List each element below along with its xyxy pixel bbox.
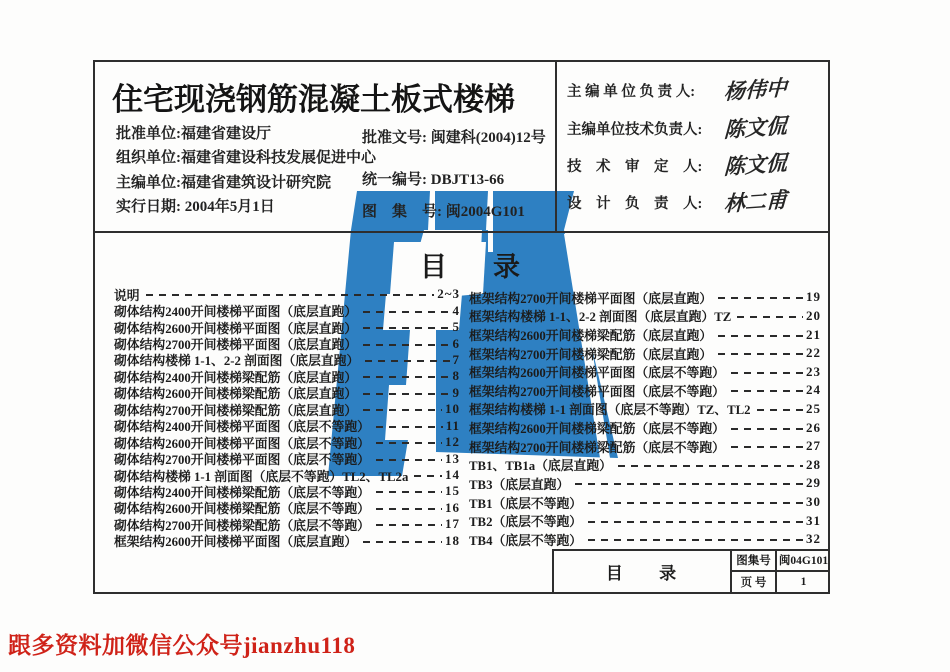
dash-leader bbox=[363, 409, 442, 411]
toc-entry bbox=[114, 516, 460, 532]
toc-entry-page: 31 bbox=[806, 512, 821, 528]
toc-heading bbox=[420, 245, 520, 284]
toc-entry bbox=[114, 418, 460, 434]
toc-entry-page: 14 bbox=[445, 467, 460, 483]
responsible-person-label: 主 编 单 位 负 责 人: bbox=[567, 84, 696, 100]
handwritten-signature: 林二甫 bbox=[723, 186, 788, 217]
responsible-person-label: 设 计 负 责 人: bbox=[567, 196, 703, 212]
toc-entry-page: 19 bbox=[806, 289, 821, 305]
page-number-value: 1 bbox=[800, 576, 807, 588]
responsible-person-label: 技 术 审 定 人: bbox=[567, 159, 703, 175]
dash-leader bbox=[146, 294, 435, 296]
dash-leader bbox=[737, 316, 803, 318]
page-number-label: 页 号 bbox=[740, 577, 767, 589]
approval-info-line: 实行日期: 2004年5月1日 bbox=[116, 199, 275, 216]
header-divider-rule bbox=[555, 60, 557, 233]
toc-entry bbox=[114, 319, 460, 335]
toc-entry-title: 框架结构2600开间楼梯平面图（底层直跑） bbox=[114, 535, 358, 550]
toc-entry-page: 18 bbox=[445, 532, 460, 548]
dash-leader bbox=[731, 372, 803, 374]
toc-entry-page: 25 bbox=[806, 400, 821, 416]
toc-entry bbox=[469, 530, 821, 549]
toc-entry-title: TB2（底层不等跑） bbox=[469, 515, 583, 530]
toc-entry bbox=[469, 455, 821, 474]
toc-entry-page: 8 bbox=[452, 368, 460, 384]
toc-entry-title: 框架结构2600开间楼梯平面图（底层不等跑） bbox=[469, 366, 725, 381]
dash-leader bbox=[718, 297, 803, 299]
toc-heading-char-1: 目 bbox=[420, 252, 447, 282]
toc-entry-page: 10 bbox=[445, 401, 460, 417]
toc-entry-title: 框架结构2700开间楼梯平面图（底层直跑） bbox=[469, 291, 713, 306]
toc-entry bbox=[114, 467, 460, 483]
approval-info-line: 主编单位:福建省建筑设计研究院 bbox=[116, 174, 331, 191]
toc-entry bbox=[469, 418, 821, 437]
toc-entry-page: 11 bbox=[445, 417, 460, 433]
toc-column-right bbox=[469, 288, 821, 549]
dash-leader bbox=[588, 539, 803, 541]
toc-entry-title: 砌体结构2700开间楼梯梁配筋（底层直跑） bbox=[114, 403, 358, 418]
dash-leader bbox=[376, 442, 442, 444]
toc-entry bbox=[114, 401, 460, 417]
toc-entry-page: 16 bbox=[445, 499, 460, 515]
toc-entry-title: 说明 bbox=[114, 288, 140, 303]
toc-entry-title: 砌体结构2700开间楼梯梁配筋（底层不等跑） bbox=[114, 518, 370, 533]
toc-entry-title: 砌体结构楼梯 1-1、2-2 剖面图（底层直跑） bbox=[114, 354, 360, 369]
toc-entry-title: 框架结构楼梯 1-1、2-2 剖面图（底层直跑）TZ bbox=[469, 310, 732, 325]
toc-entry-page: 23 bbox=[806, 363, 821, 379]
toc-entry bbox=[114, 368, 460, 384]
toc-entry bbox=[469, 474, 821, 493]
toc-entry-title: 砌体结构2600开间楼梯梁配筋（底层不等跑） bbox=[114, 502, 370, 517]
handwritten-signature: 陈文侃 bbox=[723, 149, 788, 180]
toc-entry-title: 砌体结构2600开间楼梯梁配筋（底层直跑） bbox=[114, 387, 358, 402]
approval-info-list bbox=[116, 122, 376, 220]
dash-leader bbox=[376, 524, 442, 526]
dash-leader bbox=[731, 428, 803, 430]
toc-entry-title: 砌体结构2600开间楼梯平面图（底层不等跑） bbox=[114, 436, 370, 451]
atlas-number-value: 闽04G101 bbox=[778, 555, 829, 567]
toc-entry-title: 框架结构2700开间楼梯平面图（底层不等跑） bbox=[469, 384, 725, 399]
dash-leader bbox=[363, 311, 449, 313]
toc-entry-title: 砌体结构2700开间楼梯平面图（底层不等跑） bbox=[114, 453, 370, 468]
toc-entry-page: 29 bbox=[806, 475, 821, 491]
number-info-line: 图 集 号: 闽2004G101 bbox=[362, 204, 525, 220]
toc-heading-char-2: 录 bbox=[493, 252, 520, 282]
toc-entry-page: 22 bbox=[806, 345, 821, 361]
dash-leader bbox=[376, 459, 442, 461]
dash-leader bbox=[588, 521, 803, 523]
toc-entry bbox=[469, 307, 821, 326]
dash-leader bbox=[376, 426, 443, 428]
toc-entry-title: 砌体结构2400开间楼梯平面图（底层不等跑） bbox=[114, 420, 370, 435]
toc-entry-title: 框架结构2700开间楼梯梁配筋（底层不等跑） bbox=[469, 440, 725, 455]
number-info-line: 批准文号: 闽建科(2004)12号 bbox=[362, 130, 546, 146]
toc-entry bbox=[114, 450, 460, 466]
toc-column-left bbox=[114, 286, 460, 549]
toc-entry-page: 24 bbox=[806, 382, 821, 398]
toc-entry-page: 20 bbox=[806, 307, 821, 323]
toc-entry bbox=[114, 533, 460, 549]
toc-entry-page: 5 bbox=[452, 319, 460, 335]
toc-entry bbox=[114, 500, 460, 516]
toc-entry-page: 28 bbox=[806, 456, 821, 472]
dash-leader bbox=[376, 508, 442, 510]
toc-entry-page: 21 bbox=[806, 326, 821, 342]
dash-leader bbox=[363, 376, 449, 378]
toc-entry-page: 6 bbox=[452, 335, 460, 351]
number-info-line: 统一编号: DBJT13-66 bbox=[362, 172, 505, 188]
toc-entry bbox=[114, 483, 460, 499]
toc-entry bbox=[469, 511, 821, 530]
toc-entry bbox=[469, 437, 821, 456]
dash-leader bbox=[618, 465, 803, 467]
toc-entry-page: 27 bbox=[806, 438, 821, 454]
toc-entry-title: TB1、TB1a（底层直跑） bbox=[469, 459, 612, 474]
document-title: 住宅现浇钢筋混凝土板式楼梯 bbox=[112, 82, 515, 117]
toc-entry-title: 砌体结构2600开间楼梯平面图（底层直跑） bbox=[114, 321, 358, 336]
toc-entry-page: 17 bbox=[445, 516, 460, 532]
toc-entry-page: 13 bbox=[445, 450, 460, 466]
approval-info-line: 批准单位:福建省建设厅 bbox=[116, 126, 271, 142]
dash-leader bbox=[363, 541, 442, 543]
dash-leader bbox=[588, 502, 803, 504]
toc-entry-title: 砌体结构2700开间楼梯平面图（底层直跑） bbox=[114, 338, 358, 353]
toc-entry bbox=[114, 286, 460, 302]
toc-entry bbox=[114, 385, 460, 401]
toc-entry-title: 砌体结构楼梯 1-1 剖面图（底层不等跑）TL2、TL2a bbox=[114, 469, 409, 484]
toc-entry bbox=[114, 434, 460, 450]
dash-leader bbox=[363, 393, 449, 395]
toc-entry-title: 砌体结构2400开间楼梯平面图（底层直跑） bbox=[114, 305, 358, 320]
dash-leader bbox=[365, 360, 449, 362]
responsible-person-label: 主编单位技术负责人: bbox=[567, 122, 703, 138]
toc-entry bbox=[469, 325, 821, 344]
dash-leader bbox=[363, 344, 449, 346]
toc-entry-title: 砌体结构2400开间楼梯梁配筋（底层直跑） bbox=[114, 370, 358, 385]
title-table-caption: 目 录 bbox=[605, 563, 693, 583]
toc-entry bbox=[469, 362, 821, 381]
dash-leader bbox=[718, 335, 803, 337]
toc-entry-title: TB1（底层不等跑） bbox=[469, 496, 583, 511]
dash-leader bbox=[731, 390, 803, 392]
toc-entry-page: 4 bbox=[452, 302, 460, 318]
toc-entry-title: 框架结构楼梯 1-1 剖面图（底层不等跑）TZ、TL2 bbox=[469, 403, 751, 418]
dash-leader bbox=[731, 446, 803, 448]
toc-entry bbox=[114, 352, 460, 368]
dash-leader bbox=[414, 475, 442, 477]
toc-entry-title: 框架结构2600开间楼梯梁配筋（底层不等跑） bbox=[469, 422, 725, 437]
toc-entry bbox=[114, 302, 460, 318]
handwritten-signature: 杨伟中 bbox=[723, 74, 788, 105]
toc-entry bbox=[469, 493, 821, 512]
toc-entry-title: TB4（底层不等跑） bbox=[469, 533, 583, 548]
dash-leader bbox=[718, 353, 803, 355]
handwritten-signature: 陈文侃 bbox=[723, 112, 788, 143]
approval-info-line: 组织单位:福建省建设科技发展促进中心 bbox=[116, 150, 376, 167]
toc-entry bbox=[469, 381, 821, 400]
toc-entry-page: 15 bbox=[445, 483, 460, 499]
dash-leader bbox=[575, 483, 803, 485]
toc-entry-page: 9 bbox=[452, 384, 460, 400]
toc-entry-title: TB3（底层直跑） bbox=[469, 477, 570, 492]
footer-wechat-note: 跟多资料加微信公众号jianzhu118 bbox=[8, 633, 356, 658]
toc-entry bbox=[469, 344, 821, 363]
dash-leader bbox=[363, 327, 449, 329]
toc-entry-page: 2~3 bbox=[437, 286, 460, 302]
toc-entry-page: 32 bbox=[806, 531, 821, 547]
toc-entry-title: 框架结构2700开间楼梯梁配筋（底层直跑） bbox=[469, 347, 713, 362]
toc-entry bbox=[114, 335, 460, 351]
toc-entry-title: 框架结构2600开间楼梯梁配筋（底层直跑） bbox=[469, 329, 713, 344]
dash-leader bbox=[757, 409, 803, 411]
toc-entry-page: 12 bbox=[445, 434, 460, 450]
toc-entry bbox=[469, 400, 821, 419]
toc-entry-page: 30 bbox=[806, 494, 821, 509]
toc-entry bbox=[469, 288, 821, 307]
toc-entry-page: 26 bbox=[806, 419, 821, 435]
atlas-number-label: 图集号 bbox=[736, 555, 771, 567]
header-bottom-rule bbox=[93, 231, 830, 233]
toc-entry-title: 砌体结构2400开间楼梯梁配筋（底层不等跑） bbox=[114, 485, 370, 500]
dash-leader bbox=[376, 491, 442, 493]
toc-entry-page: 7 bbox=[452, 351, 460, 367]
